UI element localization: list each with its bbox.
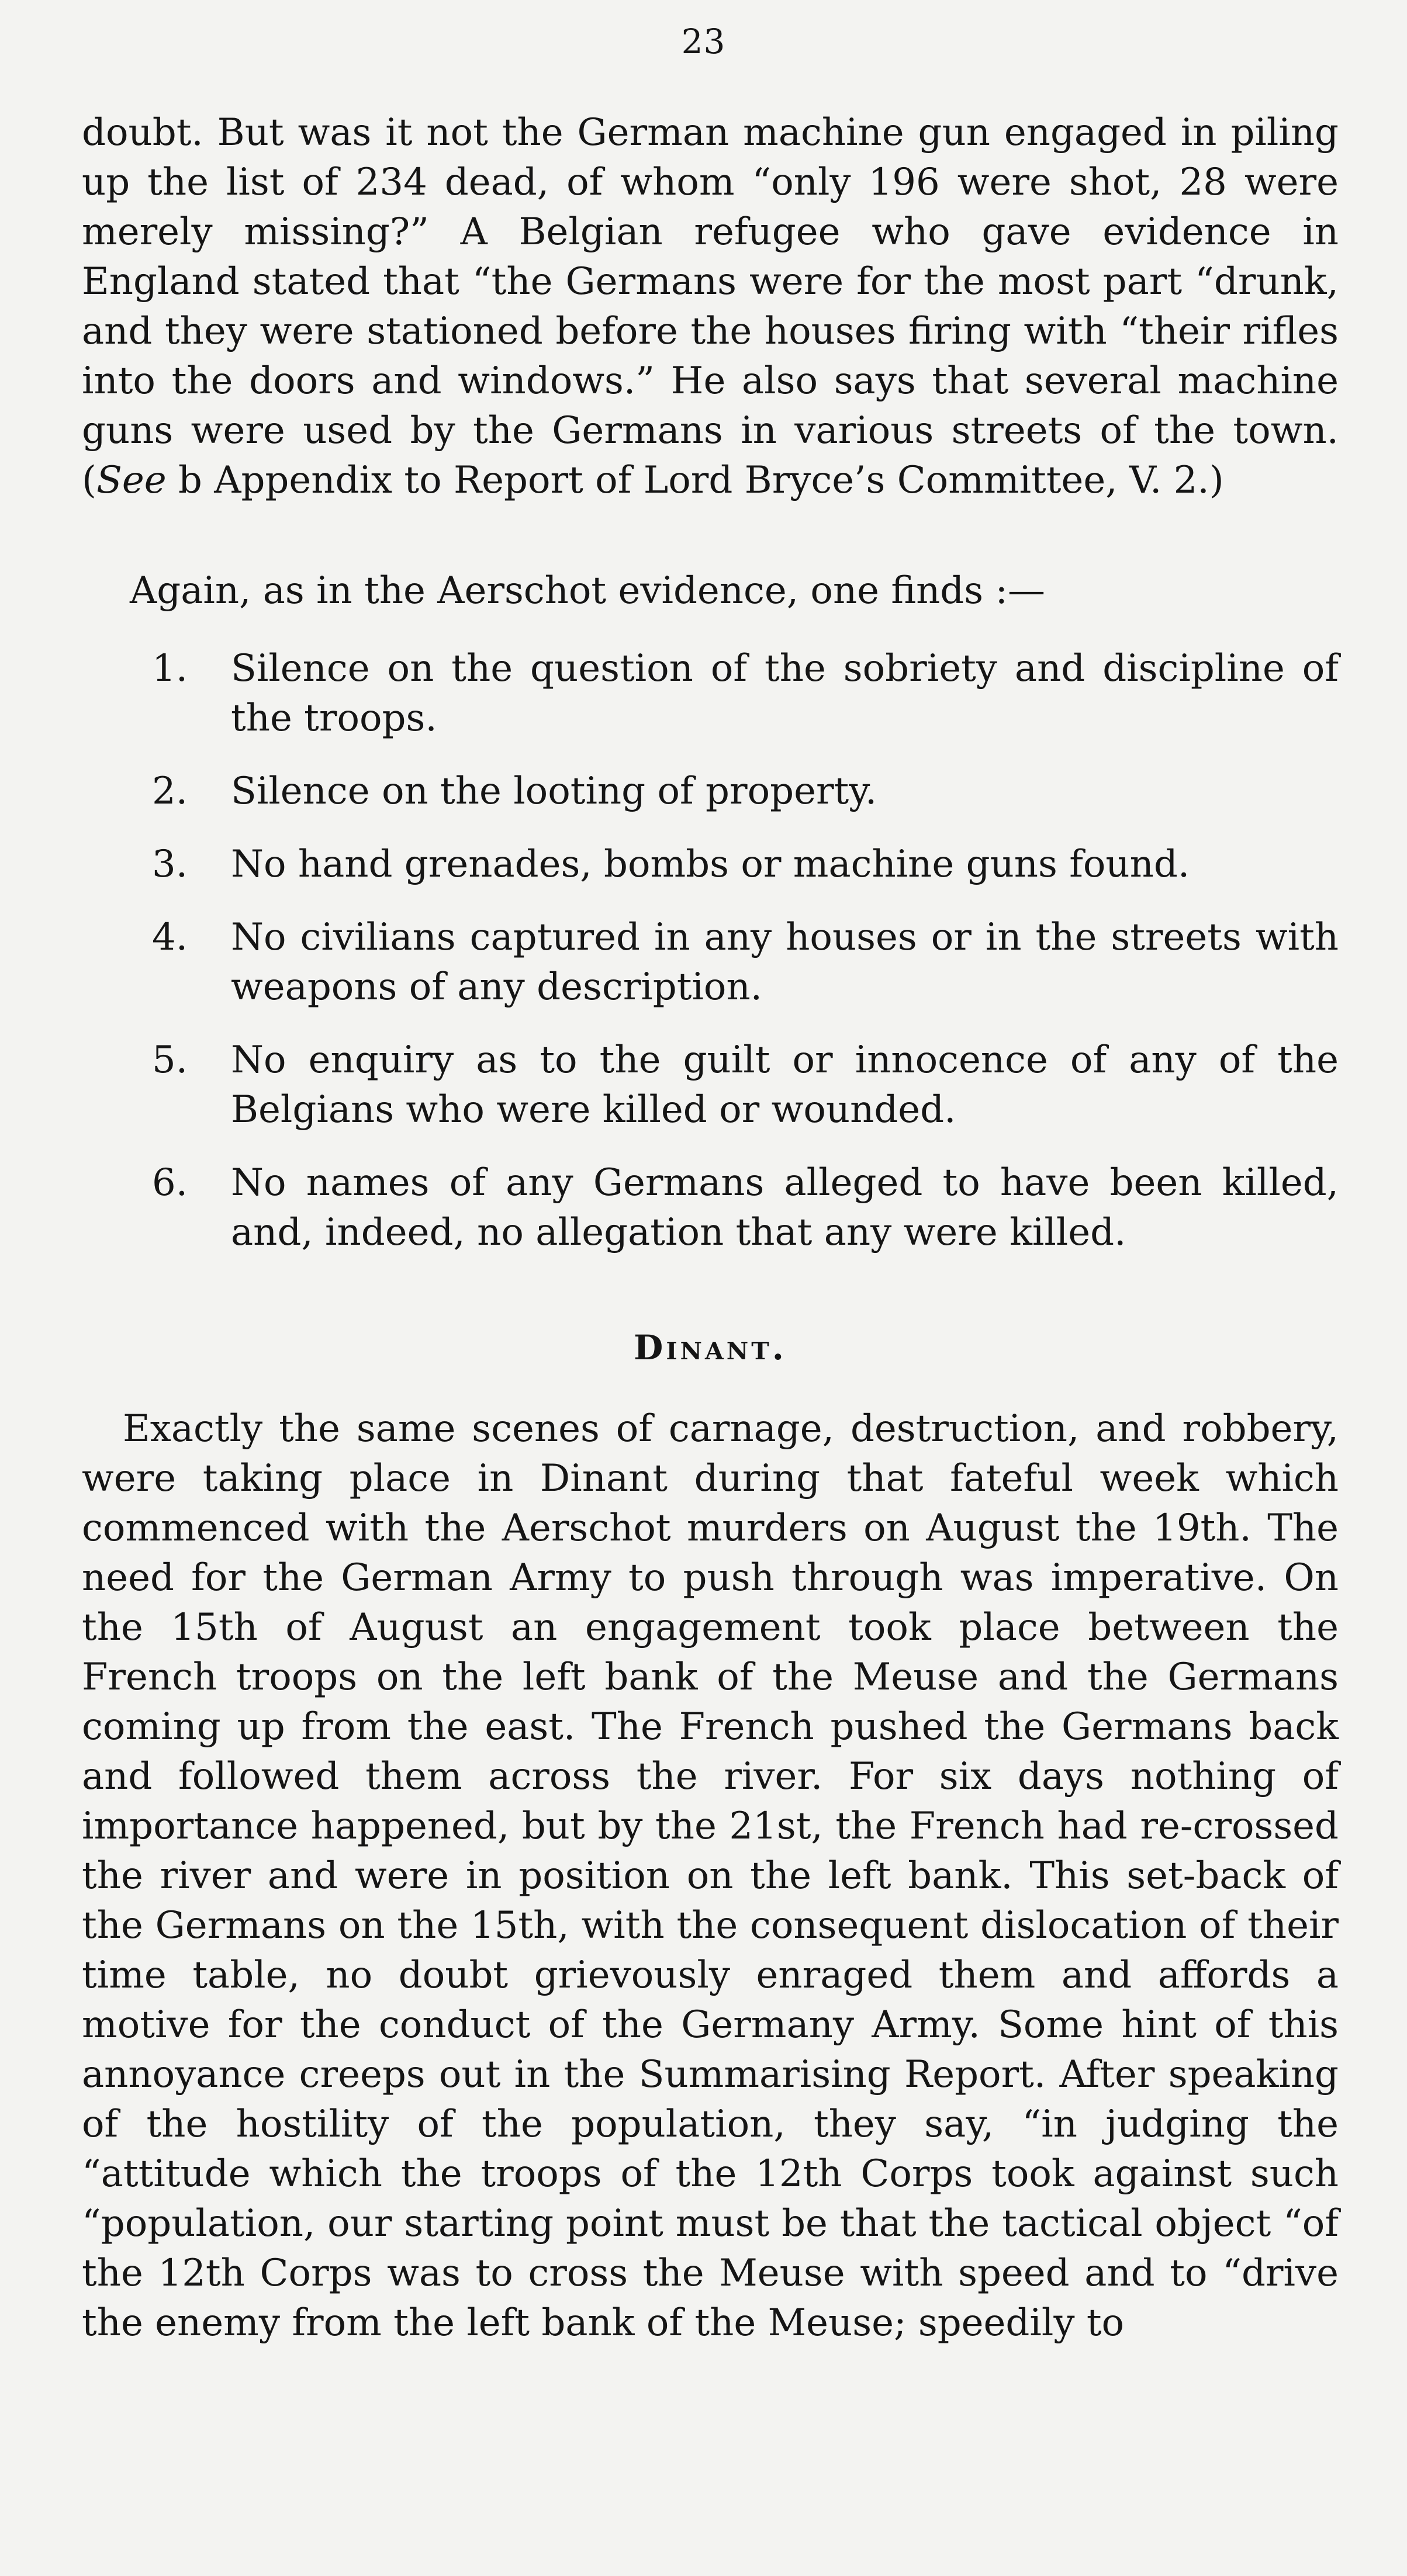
see-reference: See bbox=[96, 459, 167, 502]
dinant-paragraph: Exactly the same scenes of carnage, destruction, and robbery, were taking place in Dinant during that fateful week which commenced with the Aerschot murders on August the 19th. The need for the German Army to push through was imperative. On the 15th of August an engagement took place between the French troops on the left bank of the Meuse and the Germans coming up from the east. The French pushed the Germans back and followed them across the river. For six days nothing of importance happened, but by the 21st, the French had re-crossed the river and were in position on the left bank. This set-back of the Germans on the 15th, with the consequent dislocation of their time table, no doubt grievously enraged them and affords a motive for the conduct of the Germany Army. Some hint of this annoyance creeps out in the Summarising Report. After speaking of the hostility of the population, they say, “in judging the “attitude which the troops of the 12th Corps took against such “population, our starting point must be that the tactical object “of the 12th Corps was to cross the Meuse with speed and to “drive the enemy from the left bank of the Meuse; speedily to bbox=[82, 1407, 1339, 2345]
opening-paragraph-text: doubt. But was it not the German machine gun engaged in piling up the list of 234 dead, of whom “only 196 were shot, 28 were merely missing?” A Belgian refugee who gave evidence in England stated that “the Germans were for the most part “drunk, and they were stationed before the houses firing with “their rifles into the doors and windows.” He also says that several machine guns were used by the Germans in various streets of the town. ( bbox=[82, 111, 1339, 502]
list-item bbox=[82, 767, 1339, 816]
list-item-number: 2. bbox=[152, 770, 188, 813]
list-item bbox=[82, 1158, 1339, 1258]
aerschot-evidence-intro: Again, as in the Aerschot evidence, one finds :— bbox=[130, 569, 1045, 612]
list-item bbox=[82, 1036, 1339, 1135]
list-item-number: 3. bbox=[152, 843, 188, 886]
list-item-text: No names of any Germans alleged to have been killed, and, indeed, no allegation that any were killed. bbox=[231, 1161, 1339, 1254]
opening-paragraph bbox=[82, 108, 1339, 505]
list-item-text: No enquiry as to the guilt or innocence of any of the Belgians who were killed or wounded. bbox=[231, 1038, 1339, 1131]
list-item-text: Silence on the question of the sobriety and discipline of the troops. bbox=[231, 647, 1339, 740]
list-item-number: 6. bbox=[152, 1161, 188, 1204]
list-item bbox=[82, 840, 1339, 889]
page-number: 23 bbox=[681, 22, 726, 61]
section-heading-dinant: Dinant. bbox=[634, 1328, 787, 1367]
list-item-number: 1. bbox=[152, 647, 188, 690]
list-item bbox=[82, 913, 1339, 1012]
list-item-text: Silence on the looting of property. bbox=[231, 770, 877, 813]
opening-paragraph-end: b Appendix to Report of Lord Bryce’s Committee, V. 2.) bbox=[166, 459, 1224, 502]
list-item-text: No hand grenades, bombs or machine guns found. bbox=[231, 843, 1190, 886]
list-item bbox=[82, 644, 1339, 743]
list-item-number: 5. bbox=[152, 1038, 188, 1082]
list-item-text: No civilians captured in any houses or in the streets with weapons of any description. bbox=[231, 916, 1339, 1009]
evidence-list bbox=[82, 644, 1339, 1258]
page-content bbox=[82, 108, 1339, 2348]
list-item-number: 4. bbox=[152, 916, 188, 959]
